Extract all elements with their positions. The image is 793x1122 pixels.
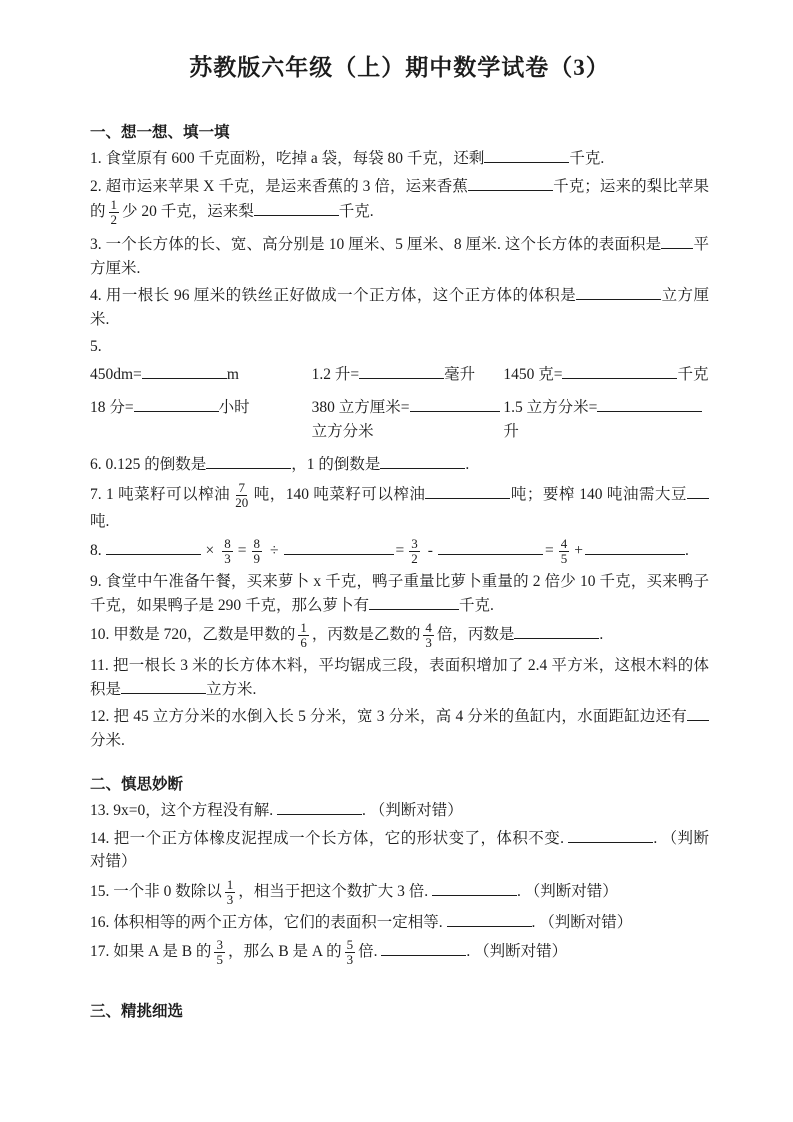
question-text: 倍，丙数是 (436, 626, 515, 644)
question-text: 5. (90, 338, 102, 355)
question-text: 15. 一个非 0 数除以 (90, 882, 222, 900)
question-15 (90, 878, 709, 907)
question-text: 4. 用一根长 96 厘米的铁丝正好做成一个正方体，这个正方体的体积是 (90, 287, 577, 304)
question-1 (90, 147, 709, 171)
fraction-numerator: 5 (346, 937, 354, 952)
question-text: 千克. (459, 596, 494, 614)
conversion-text: 450dm= (90, 365, 142, 383)
section-heading-true-false: 二、慎思妙断 (90, 776, 184, 793)
section-heading-fill-in: 一、想一想、填一填 (90, 124, 230, 141)
section-heading-multiple-choice: 三、精挑细选 (90, 1003, 184, 1020)
question-4 (90, 284, 709, 331)
question-text: ，相当于把这个数扩大 3 倍. (238, 882, 433, 900)
question-text: . （判断对错） (517, 882, 618, 900)
answer-blank (359, 364, 444, 379)
question-7 (90, 481, 709, 534)
answer-blank (576, 285, 661, 300)
answer-blank (585, 540, 685, 555)
question-text: . （判断对错） (531, 913, 633, 931)
answer-blank (277, 800, 362, 815)
fraction-denominator: 3 (224, 551, 231, 566)
question-3 (90, 233, 709, 280)
question-text: 千克；运来的梨比苹果的 (90, 177, 709, 221)
question-text: 倍. (358, 943, 382, 961)
answer-blank (438, 540, 543, 555)
fraction (420, 621, 437, 650)
question-text: 7. 1 吨菜籽可以榨油 (90, 485, 231, 503)
answer-blank (562, 364, 677, 379)
conversion-text: 立方分米 (311, 422, 374, 440)
fraction (342, 938, 359, 967)
question-text: ，1 的倒数是 (291, 456, 381, 473)
question-text: 2. 超市运来苹果 X 千克，是运来香蕉的 3 倍，运来香蕉 (90, 177, 468, 195)
conversion-text: 升 (503, 422, 519, 440)
question-text: 立方厘米. (90, 287, 709, 328)
question-2 (90, 175, 709, 228)
fraction (219, 537, 236, 566)
divide-operator: ÷ (270, 542, 279, 560)
fraction-numerator: 1 (300, 620, 307, 635)
answer-blank (687, 484, 709, 499)
question-text: 8. (90, 542, 106, 560)
question-text: 千克. (569, 150, 605, 167)
fraction (249, 537, 266, 566)
answer-blank (687, 706, 709, 721)
fraction (406, 537, 423, 566)
question-text: 少 20 千克，运来梨 (122, 203, 254, 221)
question-16 (90, 911, 709, 935)
fraction-denominator: 3 (226, 891, 234, 907)
question-17 (90, 938, 709, 967)
conversion-item (312, 396, 504, 443)
conversion-text: 毫升 (444, 365, 476, 383)
fraction-numerator: 4 (560, 536, 568, 551)
question-text: 11. 把一根长 3 米的长方体木料，平均锯成三段，表面积增加了 2.4 平方米，这根木料的体积是 (90, 657, 709, 698)
question-14 (90, 827, 709, 874)
fraction-numerator: 3 (216, 937, 223, 952)
question-text: 14. 把一个正方体橡皮泥捏成一个长方体，它的形状变了，体积不变. (90, 829, 569, 847)
fraction-denominator: 2 (411, 551, 418, 566)
page-title: 苏教版六年级（上）期中数学试卷（3） (189, 55, 610, 80)
answer-blank (410, 397, 500, 412)
fraction-numerator: 8 (253, 536, 260, 551)
answer-blank (284, 540, 394, 555)
question-text: 13. 9x=0，这个方程没有解. (90, 802, 277, 819)
fraction (295, 621, 312, 650)
question-text: . (684, 542, 689, 560)
question-text: . （判断对错） (466, 943, 568, 961)
question-text: 立方米. (206, 680, 257, 698)
fraction-denominator: 20 (235, 494, 249, 510)
question-text: 平方厘米. (90, 236, 709, 277)
question-text: 17. 如果 A 是 B 的 (90, 943, 212, 961)
fraction-numerator: 7 (238, 479, 245, 495)
answer-blank (514, 624, 599, 639)
answer-blank (254, 201, 339, 216)
answer-blank (597, 397, 702, 412)
answer-blank (369, 595, 459, 610)
conversion-item (503, 396, 709, 443)
conversion-item (90, 396, 312, 420)
question-text: 1. 食堂原有 600 千克面粉，吃掉 a 袋，每袋 80 千克，还剩 (90, 150, 485, 167)
multiply-operator: × (205, 542, 215, 560)
question-text: . （判断对错） (362, 802, 463, 819)
question-text: 6. 0.125 的倒数是 (90, 456, 207, 473)
conversion-text: m (226, 365, 239, 383)
conversion-text: 18 分= (90, 399, 134, 416)
fraction-numerator: 1 (110, 197, 118, 212)
fraction-denominator: 5 (560, 551, 568, 566)
question-text: 3. 一个长方体的长、宽、高分别是 10 厘米、5 厘米、8 厘米. 这个长方体的表面积是 (90, 236, 662, 253)
question-12 (90, 705, 709, 752)
equals-sign: = (237, 542, 247, 560)
equals-sign: = (544, 542, 554, 560)
question-text: . (599, 626, 604, 644)
answer-blank (484, 148, 569, 163)
question-text: 吨. (90, 512, 110, 530)
question-13 (90, 799, 709, 823)
answer-blank (206, 454, 291, 469)
equals-sign: = (395, 542, 405, 560)
answer-blank (661, 234, 693, 249)
fraction-numerator: 8 (224, 536, 231, 551)
question-10 (90, 621, 709, 650)
question-6 (90, 453, 709, 477)
conversion-text: 1.2 升= (311, 365, 360, 383)
question-text: 分米. (90, 731, 125, 749)
minus-operator: - (427, 542, 433, 560)
conversion-text: 1450 克= (503, 365, 563, 383)
conversion-item (503, 363, 709, 387)
answer-blank (468, 176, 553, 191)
fraction (106, 198, 123, 227)
conversion-text: 小时 (218, 399, 250, 416)
fraction-numerator: 1 (226, 876, 234, 892)
answer-blank (447, 912, 532, 927)
question-text: 吨；要榨 140 吨油需大豆 (510, 485, 687, 503)
fraction-numerator: 4 (425, 620, 432, 635)
question-5-label (90, 335, 709, 359)
fraction-denominator: 9 (253, 551, 260, 566)
question-text: 10. 甲数是 720，乙数是甲数的 (90, 626, 296, 644)
answer-blank (134, 397, 219, 412)
conversion-text: 380 立方厘米= (311, 399, 410, 416)
question-text: . (465, 456, 470, 473)
fraction (222, 878, 239, 907)
fraction-numerator: 3 (411, 536, 418, 551)
answer-blank (380, 454, 465, 469)
answer-blank (106, 540, 201, 555)
conversion-item (312, 363, 504, 387)
answer-blank (425, 484, 510, 499)
fraction (211, 938, 228, 967)
question-text: 吨，140 吨菜籽可以榨油 (253, 485, 426, 503)
plus-operator: + (574, 542, 583, 560)
question-text: ，那么 B 是 A 的 (227, 943, 342, 961)
fraction (230, 481, 253, 510)
question-text: 12. 把 45 立方分米的水倒入长 5 分米，宽 3 分米，高 4 分米的鱼缸内，水面距缸边还有 (90, 708, 687, 725)
fraction (556, 537, 573, 566)
conversion-row-1 (90, 363, 709, 387)
fraction-denominator: 3 (346, 952, 354, 967)
conversion-text: 千克 (677, 365, 709, 383)
fraction-denominator: 5 (216, 952, 223, 967)
answer-blank (432, 881, 517, 896)
question-8 (90, 537, 709, 566)
answer-blank (121, 679, 206, 694)
question-text: . （判断对错） (90, 829, 709, 870)
question-text: 16. 体积相等的两个正方体，它们的表面积一定相等. (90, 913, 447, 931)
question-11 (90, 654, 709, 701)
fraction-denominator: 6 (300, 635, 307, 650)
fraction-denominator: 2 (110, 212, 118, 227)
question-9 (90, 570, 709, 617)
conversion-text: 1.5 立方分米= (503, 399, 598, 416)
question-text: 千克. (338, 203, 374, 221)
question-text: ，丙数是乙数的 (311, 626, 421, 644)
answer-blank (381, 941, 466, 956)
conversion-item (90, 363, 312, 387)
question-text: 9. 食堂中午准备午餐，买来萝卜 x 千克，鸭子重量比萝卜重量的 2 倍少 10 千克，买来鸭子千克，如果鸭子是 290 千克，那么萝卜有 (90, 573, 709, 614)
answer-blank (568, 828, 653, 843)
fraction-denominator: 3 (425, 635, 432, 650)
answer-blank (142, 364, 227, 379)
conversion-row-2 (90, 396, 709, 443)
